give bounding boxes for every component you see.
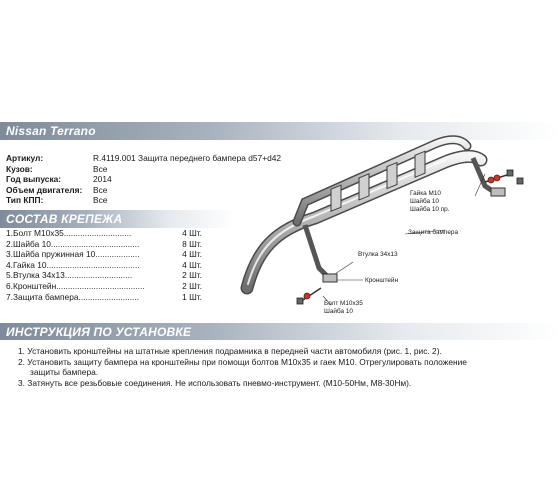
install-banner [0, 323, 560, 340]
spec-row-article: Артикул: R.4119.001 Защита переднего бампера d57+d42 [6, 153, 282, 163]
callout-bolt: Болт М10х35 [324, 300, 363, 307]
bolt-set-left [297, 288, 321, 304]
spec-row-year: Год выпуска: 2014 [6, 174, 112, 185]
callout-washer-spring: Шайба 10 пр. [410, 206, 450, 213]
step-2-continued: защиты бампера. [30, 367, 99, 378]
callout-bumper: Защита бампера [408, 229, 459, 236]
leader-lines [323, 174, 485, 305]
list-item: 5.Втулка 34х13............................. 2 Шт. [6, 270, 202, 281]
spec-row-body: Кузов: Все [6, 163, 108, 174]
list-item: 7.Защита бампера.......................... 1 Шт. [6, 291, 202, 302]
fasteners-banner [0, 210, 235, 228]
left-bracket [305, 225, 337, 282]
product-title: Nissan Terrano [6, 124, 96, 138]
callout-bolt-washer: Шайба 10 [324, 308, 353, 315]
list-item: 1.Болт М10х35............................. 4 Шт. [6, 228, 202, 238]
fasteners-list [6, 228, 202, 302]
fasteners-title: СОСТАВ КРЕПЕЖА [6, 212, 123, 226]
list-item: 3.Шайба пружинная 10................... 4 Шт. [6, 249, 202, 260]
install-steps [18, 346, 548, 388]
list-item: 4.Гайка 10........................................ 4 Шт. [6, 259, 202, 270]
callout-bracket: Кронштейн [365, 277, 398, 284]
spec-row-engine: Объем двигателя: Все [6, 184, 108, 195]
callout-washer: Шайба 10 [410, 198, 439, 205]
install-title: ИНСТРУКЦИЯ ПО УСТАНОВКЕ [6, 324, 192, 339]
bumper-drawing [235, 130, 555, 325]
callout-nut: Гайка М10 [410, 190, 441, 197]
step-2: 2. Установить защиту бампера на кронштейны при помощи болтов М10х35 и гаек М10. Отрегулировать положение [18, 356, 467, 367]
callout-bushing: Втулка 34х13 [358, 251, 398, 258]
step-3: 3. Затянуть все резьбовые соединения. Не использовать пневмо-инструмент. (М10-50Нм, М8-30Нм). [18, 377, 412, 388]
list-item: 6.Кронштейн...................................... 2 Шт. [6, 280, 202, 291]
bolt-set-right [485, 170, 523, 184]
list-item: 2.Шайба 10...................................... 8 Шт. [6, 238, 202, 249]
spec-row-gearbox: Тип КПП: Все [6, 195, 108, 206]
step-1: 1. Установить кронштейны на штатные крепления подрамника в передней части автомобиля (рис. 1, рис. 2). [18, 346, 442, 356]
